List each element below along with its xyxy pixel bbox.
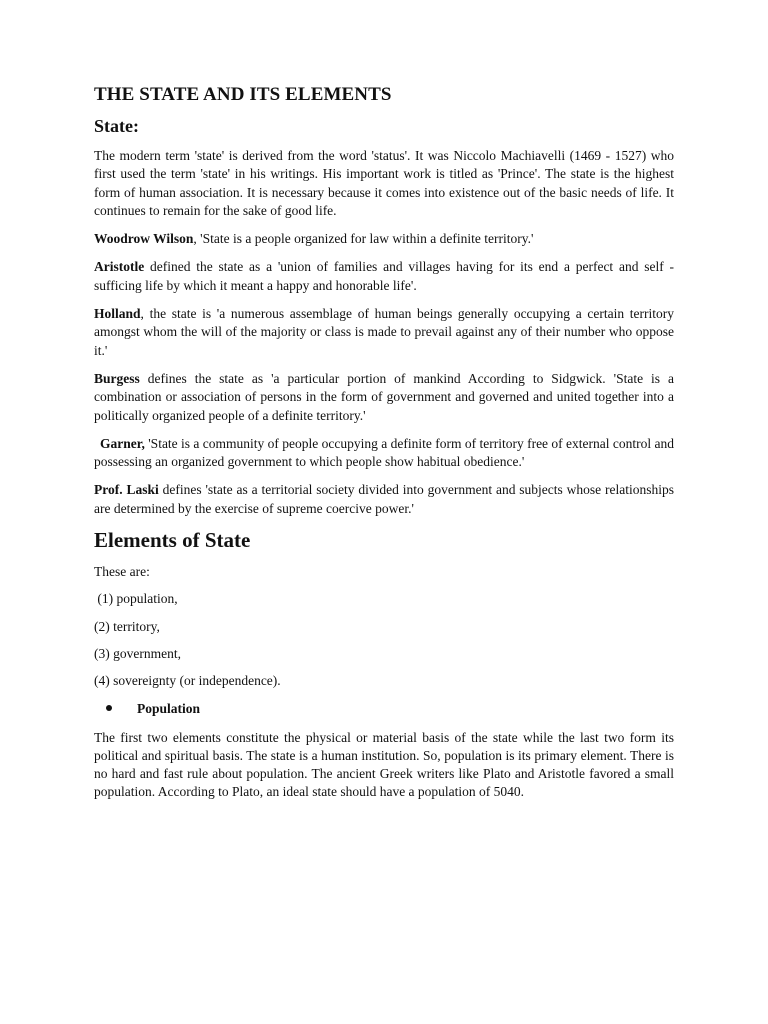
definition-author: Burgess bbox=[94, 370, 140, 386]
definition-text: defined the state as a 'union of families and villages having for its end a perfect and self - sufficing life by which it meant a happy and honorable life'. bbox=[94, 259, 674, 293]
definition-wilson bbox=[94, 230, 674, 248]
definition-author: Aristotle bbox=[94, 259, 145, 275]
page-title: THE STATE AND ITS ELEMENTS bbox=[94, 84, 392, 105]
definition-text: defines 'state as a territorial society divided into government and subjects whose relationships are determined by the exercise of supreme coercive power.' bbox=[94, 482, 675, 516]
definition-sep bbox=[140, 371, 148, 386]
definition-garner bbox=[94, 435, 674, 472]
list-item: (4) sovereignty (or independence). bbox=[94, 673, 281, 689]
bullet-icon bbox=[106, 705, 112, 711]
list-item: (3) government, bbox=[94, 645, 181, 661]
definition-text: 'State is a people organized for law within a definite territory.' bbox=[200, 231, 534, 247]
definition-laski bbox=[94, 481, 674, 518]
definition-author: Garner, bbox=[100, 435, 145, 451]
state-heading: State: bbox=[94, 116, 139, 136]
definition-sep: , bbox=[140, 306, 150, 322]
definition-author: Prof. Laski bbox=[94, 482, 159, 498]
definition-text: the state is 'a numerous assemblage of human beings generally occupying a certain territory amongst whom the will of the majority or class is made to prevail against any of their number who oppose it.' bbox=[94, 306, 674, 358]
definition-holland bbox=[94, 305, 674, 360]
definition-burgess bbox=[94, 370, 674, 425]
population-paragraph: The first two elements constitute the physical or material basis of the state while the last two form its political and spiritual basis. The state is a human institution. So, population is its primary element. There is no hard and fast rule about population. The ancient Greek writers like Plato and Aristotle favored a small population. According to Plato, an ideal state should have a population of 5040. bbox=[94, 729, 674, 800]
definition-text: defines the state as 'a particular portion of mankind According to Sidgwick. 'State is a combination or association of persons in the form of government and governed and united together into a politically organized people of a definite territory.' bbox=[94, 370, 675, 423]
definition-sep: , bbox=[193, 231, 201, 247]
bullet-label: Population bbox=[137, 700, 201, 716]
list-item: (2) territory, bbox=[94, 618, 160, 634]
elements-heading: Elements of State bbox=[94, 528, 251, 553]
document-page bbox=[94, 84, 674, 812]
definition-aristotle bbox=[94, 258, 674, 295]
these-are-line: These are: bbox=[94, 564, 150, 580]
list-item: (1) population, bbox=[94, 591, 178, 607]
definition-author: Woodrow Wilson bbox=[94, 231, 194, 247]
intro-paragraph: The modern term 'state' is derived from the word 'status'. It was Niccolo Machiavelli (1469 - 1527) who first used the term 'state' in his writings. His important work is titled as 'Prince'. The state is the highest form of human association. It is necessary because it comes into existence out of the basic needs of life. It continues to remain for the sake of good life. bbox=[94, 148, 674, 218]
population-bullet bbox=[106, 701, 674, 717]
definition-author: Holland bbox=[94, 306, 141, 322]
definition-text: 'State is a community of people occupying a definite form of territory free of external control and possessing an organized government to which people show habitual obedience.' bbox=[94, 435, 674, 470]
